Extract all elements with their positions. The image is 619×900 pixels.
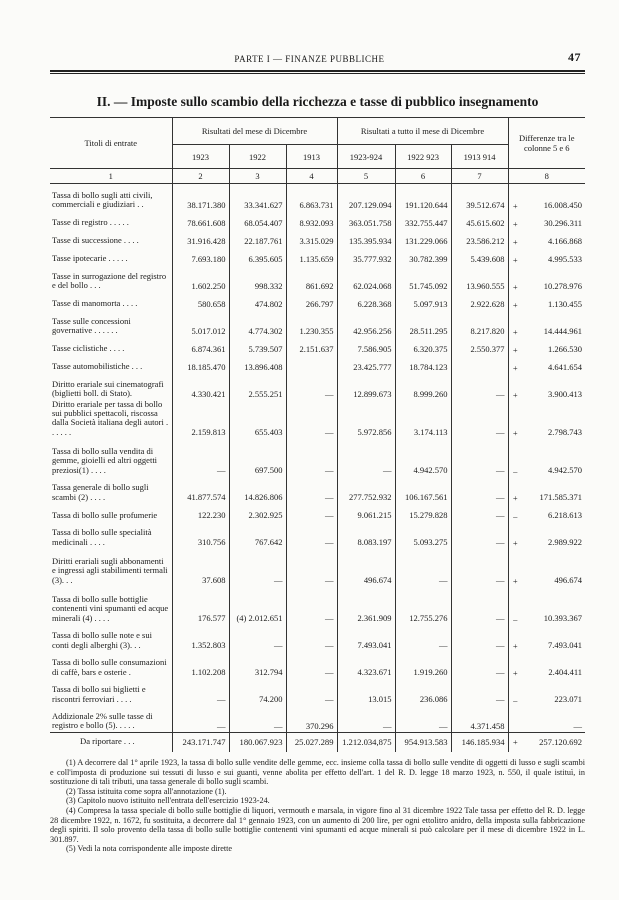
header-rule-thin [50,73,585,74]
cell-c3: 6.395.605 [229,247,286,265]
cell-c4: — [286,521,337,548]
cell-c4: — [286,586,337,624]
cell-c2: 18.185.470 [172,355,229,373]
table-row [50,292,585,310]
cell-c3: 767.642 [229,521,286,548]
row-label: Tassa di bollo sulle bottiglie contenenti vini spumanti ed acque minerali (4) . . . . [52,593,169,623]
cell-sign: – [508,438,522,476]
footnote: (4) Compresa la tassa speciale di bollo sulle bottiglie di liquori, vermouth e marsala, in vigore fino al 31 dicembre 1922 Tale tassa per effetto del R. D. legge 28 dicembre 1922, n. 1672, fu sostituita, a decorrere dal 1° gennaio 1923, con un aumento di 200 lire, per ogni ettolitro anidro, della imposta sulla fabbricazione degli spiriti. Il solo provento della tassa di bollo sulle bottiglie contenenti vini spumanti ed acque minerali si può calcolare per il mese di dicembre 1922 in L. 301.897. [50,805,585,844]
cell-c3: 2.302.925 [229,503,286,521]
column-number: 2 [172,169,229,184]
cell-c7: — [451,400,508,439]
cell-c2: 1.352.803 [172,624,229,651]
row-label: Diritto erariale sui cinematografi (biglietti boll. di Stato). [52,378,164,399]
cell-c4: — [286,651,337,678]
cell-diff: 4.166.868 [548,235,583,246]
cell-diff: — [573,720,583,731]
total-c3: 180.067.923 [229,732,286,752]
cell-c4: — [286,373,337,400]
total-label: Da riportare . . . [50,732,172,752]
column-number: 4 [286,169,337,184]
table-row [50,310,585,337]
cell-c6: 131.229.066 [395,229,451,247]
column-number: 6 [395,169,451,184]
row-label: Addizionale 2% sulle tasse di registro e bollo (5). . . . . [52,710,153,731]
cell-c5: 9.061.215 [337,503,395,521]
table-row [50,247,585,265]
cell-sign: + [508,624,522,651]
cell-diff: 496.674 [554,575,583,586]
cell-c2: 41.877.574 [172,476,229,503]
cell-c6: 106.167.561 [395,476,451,503]
table-row [50,586,585,624]
cell-c5: 135.395.934 [337,229,395,247]
year-header: 1922 [229,145,286,169]
cell-c5: 207.129.094 [337,184,395,211]
cell-c6: — [395,548,451,586]
row-label: Tasse ipotecarie . . . . . [52,253,128,264]
cell-c4: 370.296 [286,705,337,732]
table-row [50,400,585,439]
cell-diff: 6.218.613 [548,510,583,521]
cell-diff: 1.266.530 [548,343,583,354]
cell-sign: + [508,310,522,337]
row-label: Tasse ciclistiche . . . . [52,343,125,354]
cell-diff: 4.995.533 [548,253,583,264]
row-label: Tassa di bollo sulle profumerie [52,509,158,520]
table-row [50,503,585,521]
cell-c7: — [451,678,508,705]
cell-c7: 2.922.628 [451,292,508,310]
cell-c6: 191.120.644 [395,184,451,211]
cell-c3: 312.794 [229,651,286,678]
cell-c2: 38.171.380 [172,184,229,211]
cell-c3: 68.054.407 [229,211,286,229]
cell-c5: 8.083.197 [337,521,395,548]
cell-c2: 4.330.421 [172,373,229,400]
table-row [50,705,585,732]
cell-c6: 3.174.113 [395,400,451,439]
cell-c6: — [395,624,451,651]
cell-c5: 363.051.758 [337,211,395,229]
cell-c4 [286,355,337,373]
row-label: Tasse automobilistiche . . . [52,361,143,372]
cell-c7: 2.550.377 [451,337,508,355]
table-row [50,476,585,503]
cell-c2: 7.693.180 [172,247,229,265]
table-row [50,678,585,705]
cell-diff: 16.008.450 [543,199,583,210]
cell-c4: — [286,400,337,439]
cell-c7: 5.439.608 [451,247,508,265]
cell-c4: 1.135.659 [286,247,337,265]
cell-c7 [451,355,508,373]
revenue-table [50,117,585,752]
cell-c6: 1.919.260 [395,651,451,678]
cell-c2: 78.661.608 [172,211,229,229]
cell-diff: 2.989.922 [548,537,583,548]
cell-c5: 496.674 [337,548,395,586]
table-body [50,184,585,752]
running-header-title: PARTE I — FINANZE PUBBLICHE [234,54,385,64]
cell-sign: + [508,355,522,373]
cell-c6: 18.784.123 [395,355,451,373]
cell-c6: 28.511.295 [395,310,451,337]
cell-c2: — [172,678,229,705]
cell-c4: 1.230.355 [286,310,337,337]
cell-diff: 4.942.570 [548,465,583,476]
cell-c7: 45.615.602 [451,211,508,229]
cell-sign: + [508,373,522,400]
cell-c5: 7.586.905 [337,337,395,355]
cell-c5: — [337,705,395,732]
page-number: 47 [568,50,581,64]
table-row [50,548,585,586]
cell-sign: + [508,211,522,229]
cell-diff: 171.585.371 [539,492,583,503]
cell-c2: — [172,705,229,732]
cell-c7: — [451,586,508,624]
table-row [50,521,585,548]
footnote: (5) Vedi la nota corrispondente alle imposte dirette [66,844,233,854]
cell-c7: — [451,438,508,476]
cell-c3: 22.187.761 [229,229,286,247]
year-header: 1913 914 [451,145,508,169]
cell-c3: 13.896.408 [229,355,286,373]
cell-c2: 1.602.250 [172,265,229,292]
cell-c3: — [229,548,286,586]
cell-c5: 4.323.671 [337,651,395,678]
cell-diff: 7.493.041 [548,640,583,651]
cell-c5: — [337,438,395,476]
total-c4: 25.027.289 [286,732,337,752]
cell-c2: 6.874.361 [172,337,229,355]
cell-sign: + [508,292,522,310]
row-label: Diritto erariale per tassa di bollo sui pubblici spettacoli, riscossa dalla Società italiana degli autori . . . . . . [52,399,169,437]
table-row [50,438,585,476]
cell-c2: 31.916.428 [172,229,229,247]
cell-sign: – [508,678,522,705]
cell-c7: — [451,651,508,678]
total-c5: 1.212.034,875 [337,732,395,752]
row-label: Tassa di bollo sulle consumazioni di caffè, bars e osterie . [52,657,167,677]
cell-diff: 30.296.311 [544,217,583,228]
column-number: 7 [451,169,508,184]
cell-c7: — [451,476,508,503]
table-row [50,355,585,373]
cell-c5: 23.425.777 [337,355,395,373]
cell-c5: 12.899.673 [337,373,395,400]
row-label: Tassa di bollo sulle note e sui conti degli alberghi (3). . . [52,630,152,650]
cell-diff: 14.444.961 [543,325,583,336]
footnote: (3) Capitolo nuovo istituito nell'entrata dell'esercizio 1923-24. [66,796,270,806]
cell-c7: — [451,548,508,586]
cell-sign: + [508,548,522,586]
cell-sign: + [508,184,522,211]
cell-diff: 1.130.455 [548,298,583,309]
cell-c7: — [451,503,508,521]
cell-c7: 23.586.212 [451,229,508,247]
row-label: Tasse sulle concessioni governative . . . . . . [52,315,131,336]
cell-c3: 2.555.251 [229,373,286,400]
cell-c3: 5.739.507 [229,337,286,355]
cell-diff: 3.900.413 [548,388,583,399]
cell-c2: 5.017.012 [172,310,229,337]
cell-c4: 2.151.637 [286,337,337,355]
cell-sign: – [508,503,522,521]
cell-c4: — [286,438,337,476]
cell-c6: 8.999.260 [395,373,451,400]
cell-c3: (4) 2.012.651 [229,586,286,624]
cell-c7: — [451,373,508,400]
cell-sign [508,705,522,732]
cell-c4: 861.692 [286,265,337,292]
cell-c2: 176.577 [172,586,229,624]
cell-c5: 62.024.068 [337,265,395,292]
total-diff: 257.120.692 [522,732,585,752]
row-label: Tassa di bollo sulle specialità medicinali . . . . [52,527,152,547]
cell-c7: 13.960.555 [451,265,508,292]
cell-c3: 33.341.627 [229,184,286,211]
cell-c2: 580.658 [172,292,229,310]
cell-c3: — [229,705,286,732]
footnotes [50,758,585,854]
total-sign: + [508,732,522,752]
row-label: Tassa di bollo sugli atti civili, commerciali e giudiziari . . [52,189,153,210]
cell-c5: 5.972.856 [337,400,395,439]
cell-c6: 30.782.399 [395,247,451,265]
cell-c6: 5.093.275 [395,521,451,548]
cell-c7: 4.371.458 [451,705,508,732]
cell-diff: 4.641.654 [548,361,583,372]
row-label: Tassa di bollo sui biglietti e riscontri ferroviari . . . . [52,684,146,704]
cell-sign: + [508,400,522,439]
cell-c7: — [451,521,508,548]
column-number: 3 [229,169,286,184]
cell-diff: 10.393.367 [543,613,583,624]
cell-c6: 4.942.570 [395,438,451,476]
cell-c3: 474.802 [229,292,286,310]
cell-c2: 310.756 [172,521,229,548]
cell-c5: 6.228.368 [337,292,395,310]
cell-diff: 223.071 [554,694,583,705]
cell-c4: — [286,476,337,503]
year-header: 1913 [286,145,337,169]
total-c7: 146.185.934 [451,732,508,752]
cell-c3: 655.403 [229,400,286,439]
cell-diff: 10.278.976 [543,280,583,291]
cell-c3: — [229,624,286,651]
header-rule [50,70,585,72]
row-label: Tasse in surrogazione del registro e del bollo . . . [52,270,167,291]
cell-sign: + [508,651,522,678]
footnote: (1) A decorrere dal 1° aprile 1923, la tassa di bollo sulle vendite delle gemme, ecc. insieme colla tassa di bollo sulle vendite di oggetti di lusso e sugli scambi e coll'imposta di produzione sui tessuti di lusso e sui guanti, venne abolita per effetto dell'art. 1 del R. D. legge 18 marzo 1923, n. 550, il quale istituì, in sostituzione di tali tributi, una tassa generale di bollo sugli scambi. [50,758,585,787]
cell-c6: 51.745.092 [395,265,451,292]
row-label: Tasse di registro . . . . . [52,217,129,228]
table-row [50,184,585,211]
table-row [50,229,585,247]
total-row [50,732,585,752]
cell-c7: 8.217.820 [451,310,508,337]
cell-sign: + [508,337,522,355]
cell-c4: 3.315.029 [286,229,337,247]
cell-c7: — [451,624,508,651]
cell-c2: — [172,438,229,476]
cell-sign: + [508,229,522,247]
cell-c3: 697.500 [229,438,286,476]
column-number: 1 [50,169,172,184]
table-row [50,211,585,229]
cell-c5: 13.015 [337,678,395,705]
cell-sign: + [508,265,522,292]
total-c6: 954.913.583 [395,732,451,752]
column-number: 5 [337,169,395,184]
cell-c3: 998.332 [229,265,286,292]
diff-header: Differenze tra le colonne 5 e 6 [508,118,585,169]
cell-diff: 2.404.411 [548,667,583,678]
cell-c2: 37.608 [172,548,229,586]
cell-c6: 236.086 [395,678,451,705]
cell-c6: 12.755.276 [395,586,451,624]
group-header-cumulative: Risultati a tutto il mese di Dicembre [337,118,508,145]
cell-c4: — [286,678,337,705]
cell-c3: 14.826.806 [229,476,286,503]
year-header: 1922 923 [395,145,451,169]
year-header: 1923 [172,145,229,169]
cell-c4: — [286,548,337,586]
cell-c5: 35.777.932 [337,247,395,265]
column-number: 8 [508,169,585,184]
cell-c5: 7.493.041 [337,624,395,651]
footnote: (2) Tassa istituita come sopra all'annotazione (1). [66,786,227,796]
section-title: II. — Imposte sullo scambio della ricchezza e tasse di pubblico insegnamento [96,94,539,109]
cell-c3: 74.200 [229,678,286,705]
cell-sign: + [508,521,522,548]
table-row [50,337,585,355]
cell-c5: 42.956.256 [337,310,395,337]
col-title-header: Titoli di entrate [84,138,138,148]
table-row [50,373,585,400]
cell-c4: — [286,624,337,651]
row-label: Diritti erariali sugli abbonamenti e ingressi agli stabilimenti termali (3). . . [52,555,168,585]
total-c2: 243.171.747 [172,732,229,752]
row-label: Tasse di manomorta . . . . [52,298,138,309]
cell-sign: + [508,476,522,503]
cell-sign: + [508,247,522,265]
cell-c4: 8.932.093 [286,211,337,229]
table-row [50,651,585,678]
cell-c4: 6.863.731 [286,184,337,211]
row-label: Tassa generale di bollo sugli scambi (2) . . . . [52,482,149,502]
cell-c6: 6.320.375 [395,337,451,355]
cell-c5: 277.752.932 [337,476,395,503]
cell-sign: – [508,586,522,624]
cell-c5: 2.361.909 [337,586,395,624]
cell-c2: 2.159.813 [172,400,229,439]
cell-c6: 332.755.447 [395,211,451,229]
cell-diff: 2.798.743 [548,427,583,438]
group-header-month: Risultati del mese di Dicembre [172,118,337,145]
year-header: 1923-924 [337,145,395,169]
row-label: Tassa di bollo sulla vendita di gemme, gioielli ed altri oggetti preziosi(1) . . . . [52,445,158,475]
table-row [50,624,585,651]
cell-c4: 266.797 [286,292,337,310]
cell-c2: 122.230 [172,503,229,521]
cell-c6: 5.097.913 [395,292,451,310]
cell-c6: — [395,705,451,732]
cell-c2: 1.102.208 [172,651,229,678]
row-label: Tasse di successione . . . . [52,235,139,246]
cell-c6: 15.279.828 [395,503,451,521]
table-row [50,265,585,292]
cell-c4: — [286,503,337,521]
cell-c7: 39.512.674 [451,184,508,211]
cell-c3: 4.774.302 [229,310,286,337]
